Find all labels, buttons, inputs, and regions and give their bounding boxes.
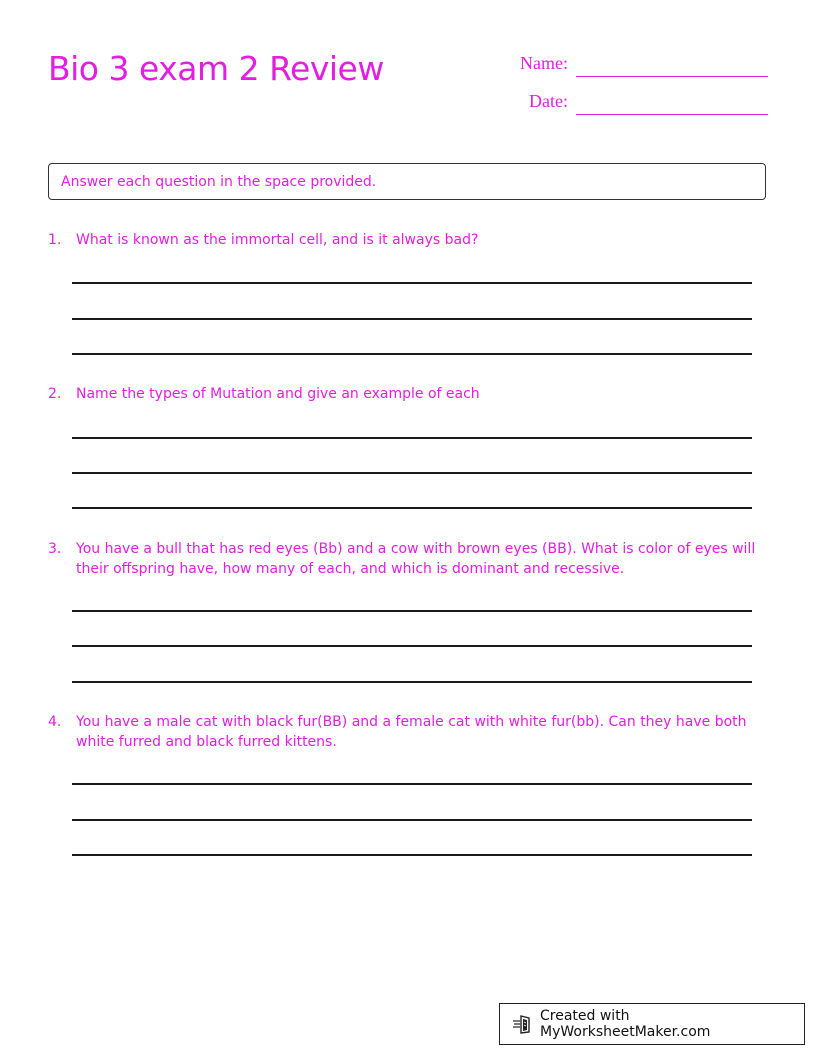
answer-line[interactable] bbox=[72, 318, 752, 320]
question-4 bbox=[48, 713, 768, 752]
question-number: 4. bbox=[48, 714, 62, 730]
worksheet-maker-logo-icon bbox=[512, 1013, 534, 1035]
created-with-badge[interactable] bbox=[499, 1003, 805, 1045]
question-text: What is known as the immortal cell, and is it always bad? bbox=[76, 232, 479, 248]
answer-line[interactable] bbox=[72, 437, 752, 439]
answer-line[interactable] bbox=[72, 783, 752, 785]
answer-line[interactable] bbox=[72, 854, 752, 856]
answer-line[interactable] bbox=[72, 353, 752, 355]
question-text: You have a male cat with black fur(BB) and a female cat with white fur(bb). Can they have both white furred and black furred kittens. bbox=[76, 714, 747, 750]
question-3 bbox=[48, 540, 768, 579]
answer-line[interactable] bbox=[72, 681, 752, 683]
name-label: Name: bbox=[520, 53, 568, 73]
question-text: You have a bull that has red eyes (Bb) and a cow with brown eyes (BB). What is color of eyes will their offspring have, how many of each, and which is dominant and recessive. bbox=[76, 541, 756, 577]
question-number: 2. bbox=[48, 386, 62, 402]
question-text: Name the types of Mutation and give an example of each bbox=[76, 386, 480, 402]
date-label: Date: bbox=[529, 91, 568, 111]
answer-line[interactable] bbox=[72, 819, 752, 821]
instructions-box: Answer each question in the space provided. bbox=[48, 163, 766, 200]
answer-line[interactable] bbox=[72, 472, 752, 474]
question-number: 1. bbox=[48, 232, 62, 248]
question-1 bbox=[48, 231, 768, 251]
page-title: Bio 3 exam 2 Review bbox=[48, 49, 384, 88]
badge-text: Created with MyWorksheetMaker.com bbox=[540, 1008, 711, 1040]
answer-line[interactable] bbox=[72, 507, 752, 509]
question-2 bbox=[48, 385, 768, 405]
date-field-line[interactable] bbox=[576, 114, 768, 115]
answer-line[interactable] bbox=[72, 610, 752, 612]
answer-line[interactable] bbox=[72, 645, 752, 647]
name-field-line[interactable] bbox=[576, 76, 768, 77]
question-number: 3. bbox=[48, 541, 62, 557]
answer-line[interactable] bbox=[72, 282, 752, 284]
